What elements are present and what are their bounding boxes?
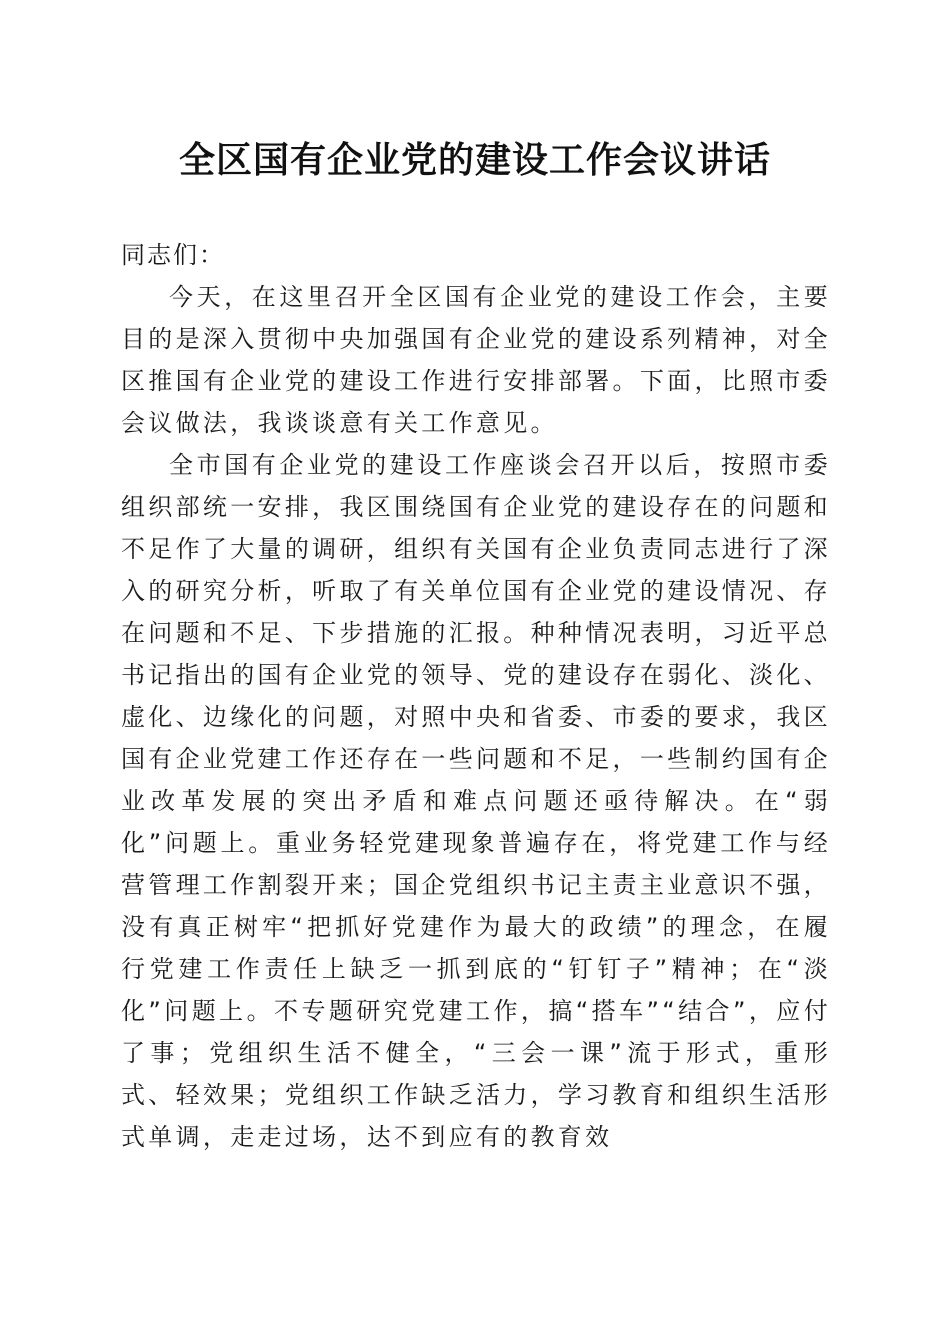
paragraph-problems: 全市国有企业党的建设工作座谈会召开以后，按照市委组织部统一安排，我区围绕国有企业党的建设存在的问题和不足作了大量的调研，组织有关国有企业负责同志进行了深入的研究分析，听取了有关单位国有企业党的建设情况、存在问题和不足、下步措施的汇报。种种情况表明，习近平总书记指出的国有企业党的领导、党的建设存在弱化、淡化、虚化、边缘化的问题，对照中央和省委、市委的要求，我区国有企业党建工作还存在一些问题和不足，一些制约国有企业改革发展的突出矛盾和难点问题还亟待解决。在“弱化”问题上。重业务轻党建现象普遍存在，将党建工作与经营管理工作割裂开来；国企党组织书记主责主业意识不强，没有真正树牢“把抓好党建作为最大的政绩”的理念，在履行党建工作责任上缺乏一抓到底的“钉钉子”精神；在“淡化”问题上。不专题研究党建工作，搞“搭车”“结合”，应付了事；党组织生活不健全，“三会一课”流于形式，重形式、轻效果；党组织工作缺乏活力，学习教育和组织生活形式单调，走走过场，达不到应有的教育效 xyxy=(121,451,831,1151)
salutation: 同志们： xyxy=(121,241,225,269)
document-title: 全区国有企业党的建设工作会议讲话 xyxy=(178,139,771,181)
document-body xyxy=(121,234,831,1158)
paragraph-opening: 今天，在这里召开全区国有企业党的建设工作会，主要目的是深入贯彻中央加强国有企业党的建设系列精神，对全区推国有企业党的建设工作进行安排部署。下面，比照市委会议做法，我谈谈意有关工作意见。 xyxy=(121,283,831,437)
